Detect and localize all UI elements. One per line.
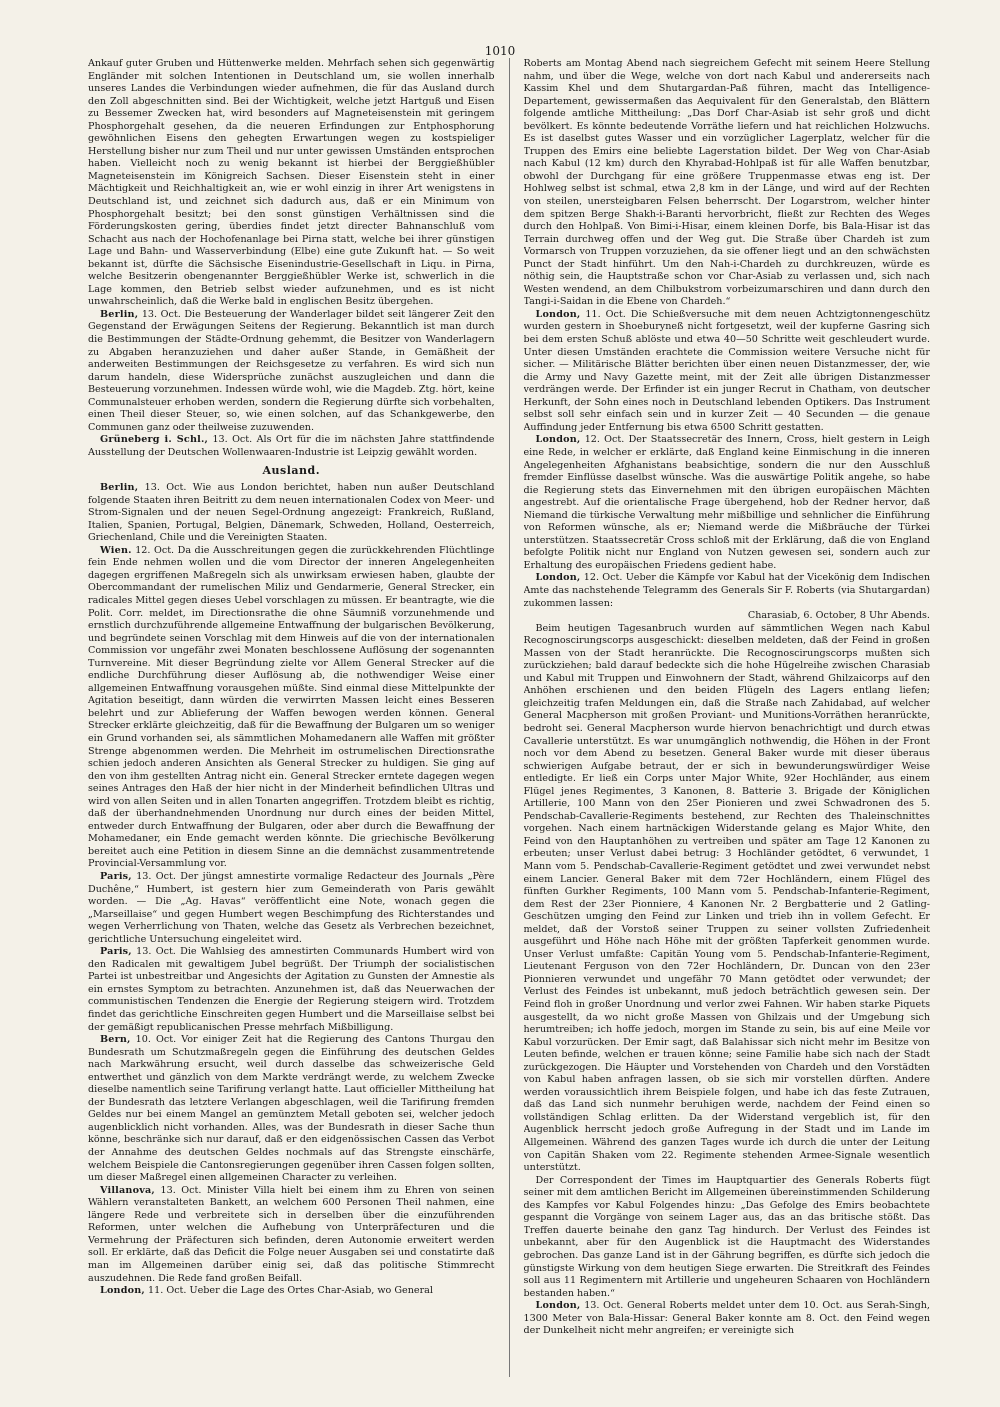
dateline-date: 13. Oct. bbox=[136, 871, 176, 882]
column-divider bbox=[509, 58, 510, 1377]
dateline-place: Berlin, bbox=[100, 482, 139, 494]
article-london-5 bbox=[524, 1300, 931, 1338]
article-villanova bbox=[88, 1185, 495, 1285]
dateline-date: 13. Oct. bbox=[160, 1184, 202, 1196]
article-paris-2 bbox=[88, 946, 495, 1034]
article-text: Der Staatssecretär des Innern, Cross, hielt gestern in Leigh eine Rede, in welcher er erklärte, daß England keine Einmischung in die inneren Angelegenheiten Afghanistans beabsichtige, sondern die nur den Ausschluß fremder Einflüsse daselbst wünsche. Was die auswärtige Politik angehe, so habe die Regierung stets das Einvernehmen mit den übrigen europäischen Mächten angestrebt. Auf die orientalische Frage übergehend, hob der Redner hervor, daß Niemand die türkische Verwaltung mehr mißbillige und sehnlicher die Einführung von Reformen wünsche, als er; Niemand werde die Mißbräuche der Türkei unterstützen. Staatssecretär Cross schloß mit der Erklärung, daß die von England befolgte Politik nicht nur England von Nutzen gewesen sei, sondern auch zur Erhaltung des europäischen Friedens gedient habe. bbox=[523, 434, 930, 571]
dateline-place: Wien. bbox=[100, 544, 132, 556]
article-text: Die Besteuerung der Wanderlager bildet seit längerer Zeit den Gegenstand der Erwägungen Seitens der Regierung. Bekanntlich ist man durch die Bestimmungen der Städte-Ordnung gehemmt, die Besitzer von Wanderlagern zu Abgaben heranzuziehen und daher außer Stande, in Gemäßheit der anderweiten Bestimmungen der Reichsgesetze zu verfahren. Es wird sich nun darum handeln, diese Widersprüche zunächst auszugleichen und dann die Besteuerung vorzunehmen. Indessen würde wohl, wie die Magdeb. Ztg. hört, keine Communalsteuer erhoben werden, sondern die Regierung dürfte sich vorbehalten, einen Theil dieser Steuer, so, wie einen solchen, auf das Schankgewerbe, den Communen ganz oder theilweise zuzuwenden. bbox=[88, 308, 495, 433]
article-paris-1 bbox=[88, 871, 495, 946]
article-text: General Roberts meldet unter dem 10. Oct. aus Serah-Singh, 1300 Meter von Bala-Hissar: General Baker konnte am 8. Oct. den Feind wegen der Dunkelheit nicht mehr angreifen; er vereinigte sich bbox=[523, 1300, 930, 1337]
article-text: Als Ort für die im nächsten Jahre stattfindende Ausstellung der Deutschen Wollenwaaren-Industrie ist Leipzig gewählt worden. bbox=[88, 434, 495, 458]
article-grueneberg bbox=[88, 434, 495, 459]
dateline-date: 13. Oct. bbox=[584, 1300, 624, 1312]
article-text: Die Schießversuche mit dem neuen Achtzigtonnengeschütz wurden gestern in Shoeburyneß nicht fortgesetzt, weil der kupferne Gasring sich bei dem ersten Schuß ablöste und etwa 40—50 Schritte weit geschleudert wurde. Unter diesen Umständen erachtete die Commission weitere Versuche nicht für sicher. — Militärische Blätter berichten über einen neuen Distanzmesser, der, wie die Army und Navy Gazette meint, mit der Zeit alle übrigen Distanzmesser verdrängen werde. Der Erfinder ist ein junger Recrut in Chatham, von deutscher Herkunft, der Sohn eines noch in Deutschland lebenden Optikers. Das Instrument selbst soll sehr einfach sein und in kurzer Zeit — 40 Secunden — die genaue Auffindung jeder Entfernung bis etwa 6500 Schritt gestatten. bbox=[523, 308, 930, 433]
dateline-place: London, bbox=[535, 572, 581, 584]
telegram-paragraph: Beim heutigen Tagesanbruch wurden auf sämmtlichen Wegen nach Kabul Recognoscirungscorps ausgeschickt: dieselben meldeten, daß der Feind in großen Massen von der Stadt heranrückte. Die Recognoscirungscorps mußten sich zurückziehen; bald darauf bedeckte sich die hohe Hügelreihe zwischen Charasiab und Kabul mit Truppen und Einwohnern der Stadt, während Ghilzaicorps auf den Anhöhen erschienen und den beiden Flügeln des Lagers entlang liefen; gleichzeitig trafen Meldungen ein, daß die Straße nach Zahidabad, auf welcher General Macpherson mit großen Proviant- und Munitions-Vorräthen heranrückte, bedroht sei. General Macpherson wurde hiervon benachrichtigt und durch etwas Cavallerie unterstützt. Es war unumgänglich nothwendig, die Höhen in der Front noch vor dem Abend zu besetzen. General Baker wurde mit dieser überaus schwierigen Aufgabe betraut, der er sich in bewunderungswürdiger Weise entledigte. Er ließ ein Corps unter Major White, 92er Hochländer, aus einem Flügel jenes Regimentes, 3 Kanonen, 8. Batterie 3. Brigade der Königlichen Artillerie, 100 Mann von den 25er Pionieren und zwei Schwadronen des 5. Pendschab-Cavallerie-Regiments bestehend, zur Rechten des Thaleinschnittes vorgehen. Nach einem hartnäckigen Widerstande gelang es Major White, den Feind von den Hauptanhöhen zu vertreiben und später am Tage 12 Kanonen zu erbeuten; unser Verlust dabei betrug: 3 Hochländer getödtet, 6 verwundet, 1 Mann vom 5. Pendschab-Cavallerie-Regiment getödtet und zwei verwundet nebst einem Lancier. General Baker mit dem 72er Hochländern, einem Flügel des fünften Gurkher Regiments, 100 Mann vom 5. Pendschab-Infanterie-Regiment, dem Rest der 23er Pionniere, 4 Kanonen Nr. 2 Bergbatterie und 2 Gatling-Geschützen umging den Feind zur Linken und trieb ihn in vollem Gefecht. Er meldet, daß der Vorstoß seiner Truppen zu seiner vollsten Zufriedenheit ausgeführt und Höhe nach Höhe mit der größten Tapferkeit genommen wurde. Unser Verlust umfaßte: Capitän Young vom 5. Pendschab-Infanterie-Regiment, Lieutenant Ferguson von den 72er Hochländern, Dr. Duncan von den 23er Pionnieren verwundet und ungefähr 70 Mann getödtet oder verwundet; der Verlust des Feindes ist unbekannt, muß jedoch beträchtlich gewesen sein. Der Feind floh in großer Unordnung und verlor zwei Fahnen. Wir haben starke Piquets ausgestellt, da wo nicht große Massen von Ghilzais und der Umgebung sich herumtreiben; ich hoffe jedoch, morgen im Stande zu sein, bis auf eine Meile vor Kabul vorzurücken. Der Emir sagt, daß Balahissar sich nicht mehr im Besitze von Leuten befinde, welchen er trauen könne; seine Familie habe sich nach der Stadt zurückgezogen. Die Häupter und Vorstehenden von Chardeh und den Vorstädten von Kabul haben anfragen lassen, ob sie sich mir vorstellen dürften. Andere werden voraussichtlich ihrem Beispiele folgen, und habe ich das feste Zutrauen, daß das Land sich nunmehr beruhigen werde, nachdem der Feind einen so vollständigen Schlag erlitten. Da der Widerstand vergeblich ist, für den Augenblick herrscht jedoch große Aufregung in der Stadt und im Lande im Allgemeinen. Während des ganzen Tages wurde ich durch die unter der Leitung von Capitän Shaken vom 22. Regimente stehenden Armee-Signale wesentlich unterstützt. bbox=[523, 622, 930, 1174]
article-berlin-2 bbox=[88, 482, 495, 545]
dateline-date: 12. Oct. bbox=[583, 572, 623, 584]
columns bbox=[88, 58, 930, 1377]
article-london-4 bbox=[524, 572, 931, 610]
article-berlin-1 bbox=[88, 309, 495, 434]
right-column bbox=[524, 58, 931, 1377]
dateline-date: 11. Oct. bbox=[585, 308, 626, 320]
article-london-2 bbox=[524, 309, 931, 434]
dateline-date: 10. Oct. bbox=[135, 1034, 177, 1046]
page-number: 1010 bbox=[484, 44, 516, 58]
dateline-place: Berlin, bbox=[100, 308, 139, 320]
article-bern bbox=[88, 1034, 495, 1185]
times-paragraph: Der Correspondent der Times im Hauptquartier des Generals Roberts fügt seiner mit dem amtlichen Bericht im Allgemeinen übereinstimmenden Schilderung des Kampfes vor Kabul Folgendes hinzu: „Das Gefolge des Emirs beobachtete gespannt die Vorgänge von seinem Lager aus, das an das britische stößt. Das Treffen dauerte beinahe den ganz Tag hindurch. Der Verlust des Feindes ist unbekannt, aber für den Augenblick ist die Hauptmacht des Widerstandes gebrochen. Das ganze Land ist in der Gährung begriffen, es dürfte sich jedoch die günstigste Wirkung von dem heutigen Siege erwarten. Die Streitkraft des Feindes soll aus 11 Regimentern mit Artillerie und ungeheuren Schaaren von Hochländern bestanden haben.“ bbox=[523, 1174, 930, 1299]
article-text: Da die Ausschreitungen gegen die zurückkehrenden Flüchtlinge fein Ende nehmen wollen und die vom Director der inneren Angelegenheiten dagegen ergriffenen Maßregeln sich als unwirksam erwiesen haben, glaubte der Obercommandant der rumelischen Miliz und Gendarmerie, General Strecker, ein radicales Mittel gegen dieses Uebel vorschlagen zu müssen. Er beantragte, wie die Polit. Corr. meldet, im Directionsrathe die ohne Säumniß vorzunehmende und ernstlich durchzuführende allgemeine Entwaffnung der bulgarischen Bevölkerung, und begründete seinen Vorschlag mit dem Hinweis auf die von der internationalen Commission vor ungefähr zwei Monaten beschlossene Auflösung der sogenannten Turnvereine. Mit dieser Begründung zielte vor Allem General Strecker auf die endliche Durchführung dieser Auflösung ab, die nothwendiger Weise einer allgemeinen Entwaffnung vorausgehen müßte. Sind einmal diese Mittelpunkte der Agitation beseitigt, dann würden die verwirrten Massen leicht eines Besseren belehrt und zur Ablieferung der Waffen bewogen werden können. General Strecker erklärte gleichzeitig, daß für die Bewaffnung der Bulgaren um so weniger ein Grund vorhanden sei, als sämmtlichen Mohamedanern alle Waffen mit größter Strenge abgenommen werden. Die Mehrheit im ostrumelischen Directionsrathe schien jedoch anderen Ansichten als General Strecker zu huldigen. Sie ging auf den von ihm gestellten Antrag nicht ein. General Strecker erntete dagegen wegen seines Antrages den Haß der hier nicht in der Minderheit befindlichen Ultras und wird von allen Seiten und in allen Tonarten angegriffen. Trotzdem bleibt es richtig, daß der überhandnehmenden Unordnung nur durch eines der beiden Mittel, entweder durch Entwaffnung der Bulgaren, oder aber durch die Bewaffnung der Mohamedaner, ein Ende gemacht werden könnte. Die griechische Bevölkerung bereitet auch eine Petition in diesem Sinne an die demnächst zusammentretende Provincial-Versammlung vor. bbox=[88, 544, 495, 870]
article-text: Minister Villa hielt bei einem ihm zu Ehren von seinen Wählern veranstalteten Bankett, an welchem 600 Personen Theil nahmen, eine längere Rede und verbreitete sich in derselben über die einzuführenden Reformen, unter welchen die Aufhebung von Unterpräfecturen und die Vermehrung der Präfecturen sich befinden, deren Autonomie erweitert werden soll. Er erklärte, daß das Deficit die Folge neuer Ausgaben sei und constatirte daß man im Allgemeinen darüber einig sei, daß das politische Stimmrecht auszudehnen. Die Rede fand großen Beifall. bbox=[88, 1184, 495, 1284]
article-paragraph: Ankauf guter Gruben und Hüttenwerke melden. Mehrfach sehen sich gegenwärtig Engländer mit solchen Intentionen in Deutschland um, sie wollen innerhalb unseres Landes die Verbindungen wieder aufnehmen, die für das Ausland durch den Zoll abgeschnitten sind. Bei der Wichtigkeit, welche jetzt Hartguß und Eisen zu Bessemer Zwecken hat, wird besonders auf Magneteisenstein mit geringem Phosphorgehalt gesehen, da die neueren Erfindungen zur Entphosphorung gewöhnlichen Eisens den gehegten Erwartungen wegen zu kostspieliger Herstellung bisher nur zum Theil und nur unter gewissen Umständen entsprochen haben. Vielleicht noch zu wenig bekannt ist hierbei der Berggießhübler Magneteisenstein im Königreich Sachsen. Dieser Eisenstein steht in einer Mächtigkeit und Reichhaltigkeit an, wie er wohl einzig in ihrer Art wenigstens in Deutschland ist, und zeichnet sich dadurch aus, daß er ein Minimum von Phosphorgehalt besitzt; bei den sonst günstigen Verhältnissen sind die Förderungskosten gering, überdies findet jetzt directer Bahnanschluß vom Schacht aus nach der Hochofenanlage bei Pirna statt, welche bei ihrer günstigen Lage und Bahn- und Wasserverbindung (Elbe) eine gute Zukunft hat. — So weit bekannt ist, dürfte die Sächsische Eisenindustrie-Gesellschaft in Liqu. in Pirna, welche Besitzerin obengenannter Berggießhübler Werke ist, schwerlich in die Lage kommen, den Betrieb selbst wieder aufzunehmen, und es ist nicht unwahrscheinlich, daß die Werke bald in englischen Besitz übergehen. bbox=[88, 58, 495, 308]
article-paragraph: Roberts am Montag Abend nach siegreichem Gefecht mit seinem Heere Stellung nahm, und über die Wege, welche von dort nach Kabul und andererseits nach Kassim Khel und dem Shutargardan-Paß führen, macht das Intelligence-Departement, gewissermaßen das Aequivalent für den Generalstab, den Blättern folgende amtliche Mittheilung: „Das Dorf Char-Asiab ist sehr groß und dicht bevölkert. Es könnte bedeutende Vorräthe liefern und hat reichlichen Holzwuchs. Es ist daselbst gutes Wasser und ein vorzüglicher Lagerplatz, welcher für die Truppen des Emirs eine beliebte Lagerstation bildet. Der Weg von Char-Asiab nach Kabul (12 km) durch den Khyrabad-Hohlpaß ist für alle Waffen benutzbar, obwohl der Durchgang für eine größere Truppenmasse etwas eng ist. Der Hohlweg selbst ist schmal, etwa 2,8 km in der Länge, und wird auf der Rechten von steilen, unersteigbaren Felsen beherrscht. Der Logarstrom, welcher hinter dem spitzen Berge Shakh-i-Baranti hervorbricht, fließt zur Rechten des Weges durch den Hohlpaß. Von Bimi-i-Hisar, einem kleinen Dorfe, bis Bala-Hisar ist das Terrain durchweg offen und der Weg gut. Die Straße über Chardeh ist zum Vormarsch von Truppen vorzuziehen, da sie offener liegt und an den schwächsten Punct der Stadt hinführt. Um den Nah-i-Chardeh zu durchkreuzen, würde es nöthig sein, die Hauptstraße schon vor Char-Asiab zu verlassen und, sich nach Westen wendend, an dem Chilbukstrom vorbeizumarschiren und dann durch den Tangi-i-Saidan in die Ebene von Chardeh.“ bbox=[523, 58, 930, 308]
dateline-place: Paris, bbox=[100, 871, 132, 882]
article-text: Ueber die Kämpfe vor Kabul hat der Vicekönig dem Indischen Amte das nachstehende Telegramm des Generals Sir F. Roberts (via Shutargardan) zukommen lassen: bbox=[523, 572, 930, 609]
left-column bbox=[88, 58, 495, 1377]
dateline-place: Paris, bbox=[100, 946, 132, 958]
dateline-date: 12. Oct. bbox=[135, 544, 175, 556]
dateline-date: 13. Oct. bbox=[141, 308, 181, 320]
dateline-place: London, bbox=[535, 434, 581, 446]
dateline-place: Grüneberg i. Schl., bbox=[100, 434, 209, 446]
article-text: Ueber die Lage des Ortes Char-Asiab, wo General bbox=[189, 1285, 433, 1297]
telegram-dateline: Charasiab, 6. October, 8 Uhr Abends. bbox=[747, 610, 930, 622]
dateline-date: 11. Oct. bbox=[148, 1285, 187, 1297]
article-london-3 bbox=[524, 434, 931, 572]
dateline-place: London, bbox=[535, 308, 581, 320]
dateline-date: 13. Oct. bbox=[136, 946, 176, 958]
article-text: Wie aus London berichtet, haben nun außer Deutschland folgende Staaten ihren Beitritt zu dem neuen internationalen Codex von Meer- und Strom-Signalen und der neuen Segel-Ordnung angezeigt: Frankreich, Rußland, Italien, Spanien, Portugal, Belgien, Dänemark, Schweden, Holland, Oesterreich, Griechenland, Chile und die Vereinigten Staaten. bbox=[88, 482, 495, 544]
article-wien bbox=[88, 545, 495, 871]
section-heading-ausland: Ausland. bbox=[262, 463, 321, 477]
dateline-date: 13. Oct. bbox=[212, 434, 253, 446]
dateline-place: Villanova, bbox=[100, 1184, 155, 1196]
article-text: Der jüngst amnestirte vormalige Redacteur des Journals „Père Duchêne,“ Humbert, ist gestern hier zum Gemeinderath von Paris gewählt worden. — Die „Ag. Havas“ veröffentlicht eine Note, wonach gegen die „Marseillaise“ und gegen Humbert wegen Beschimpfung des Richterstandes und wegen Verherrlichung von Thaten, welche das Gesetz als Verbrechen bezeichnet, gerichtliche Untersuchung eingeleitet wird. bbox=[88, 871, 495, 945]
dateline-date: 13. Oct. bbox=[144, 482, 187, 494]
dateline-place: London, bbox=[100, 1285, 145, 1297]
article-text: Die Wahlsieg des amnestirten Communards Humbert wird von den Radicalen mit gewaltigem Jubel begrüßt. Der Triumph der socialistischen Partei ist unbestreitbar und Angesichts der Agitation zu Gunsten der Amnestie als ein ernstes Symptom zu betrachten. Anzunehmen ist, daß das Neuerwachen der communistischen Tendenzen die Energie der Regierung steigern wird. Trotzdem findet das gerichtliche Einschreiten gegen Humbert und die Marseillaise selbst bei der gemäßigt republicanischen Presse mehrfach Mißbilligung. bbox=[88, 946, 495, 1033]
dateline-place: London, bbox=[535, 1300, 581, 1312]
article-text: Vor einiger Zeit hat die Regierung des Cantons Thurgau den Bundesrath um Schutzmaßregeln gegen die Einführung des deutschen Geldes nach Markwährung ersucht, weil durch dasselbe das schweizerische Geld entwerthet und gänzlich von dem Markte verdrängt werde, zu welchem Zwecke dieselbe namentlich seine Tarifirung verlangt hatte. Laut officieller Mittheilung hat der Bundesrath das letztere Verlangen abgeschlagen, weil die Tarifirung fremden Geldes nur bei einem Mangel an gemünztem Metall geboten sei, welcher jedoch augenblicklich nicht vorhanden. Alles, was der Bundesrath in dieser Sache thun könne, beschränke sich nur darauf, daß er den eidgenössischen Cassen das Verbot der Annahme des deutschen Geldes nochmals auf das Strengste einschärfe, welchem Beispiele die Cantonsregierungen gegenüber ihren Cassen folgen sollten, um dieser Maßregel einen allgemeinen Character zu verleihen. bbox=[88, 1034, 495, 1184]
dateline-date: 12. Oct. bbox=[584, 434, 625, 446]
article-london-1 bbox=[88, 1285, 495, 1298]
dateline-place: Bern, bbox=[100, 1034, 131, 1046]
